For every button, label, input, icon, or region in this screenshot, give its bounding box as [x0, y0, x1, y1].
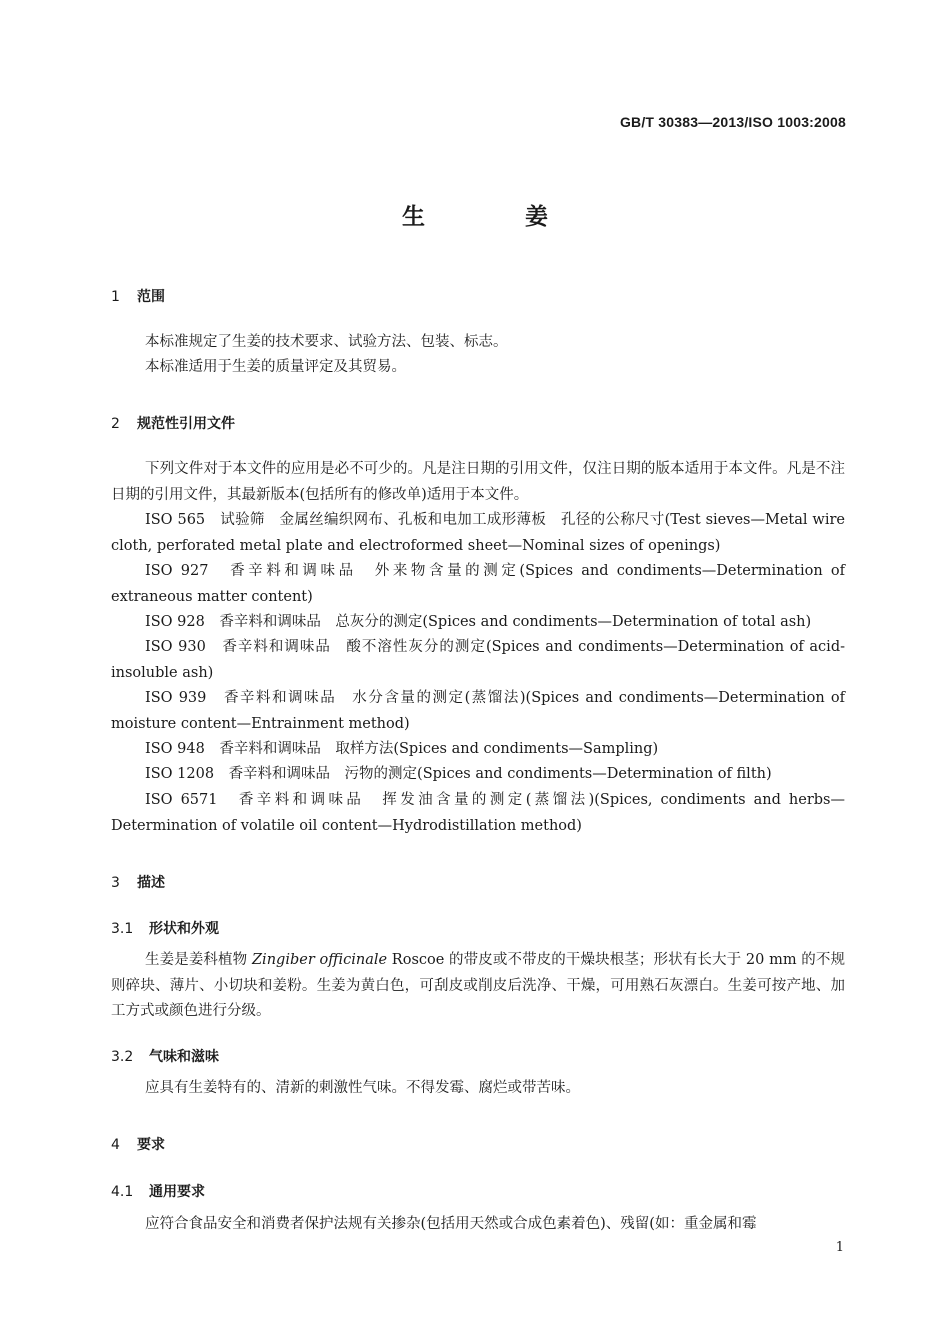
section-4-1-heading: [111, 1181, 205, 1201]
reference-item: [111, 610, 845, 636]
reference-text: 香辛料和调味品 外来物含量的测定(Spices and condiments—Determination of extraneous matter content): [111, 563, 845, 605]
paragraph-text: 生姜是姜科植物: [145, 952, 252, 968]
reference-item: [111, 686, 845, 737]
section-number: 3: [111, 875, 120, 891]
section-number: 1: [111, 289, 120, 305]
section-3-1-heading: [111, 918, 219, 938]
reference-code: ISO 930: [145, 639, 206, 655]
reference-text: 香辛料和调味品 污物的测定(Spices and condiments—Determination of filth): [228, 766, 772, 782]
odor-taste-paragraph: 应具有生姜特有的、清新的刺激性气味。不得发霉、腐烂或带苦味。: [145, 1080, 580, 1096]
scope-paragraph: 本标准规定了生姜的技术要求、试验方法、包装、标志。: [145, 334, 508, 350]
reference-item: [111, 635, 845, 686]
section-number: 4: [111, 1137, 120, 1153]
section-title: 规范性引用文件: [137, 416, 235, 432]
reference-text: 香辛料和调味品 挥发油含量的测定(蒸馏法)(Spices, condiments and herbs—Determination of volatile oil content—Hydrodistillation method): [111, 792, 846, 834]
section-number: 3.1: [111, 921, 134, 937]
standard-number: GB/T 30383—2013/ISO 1003:2008: [619, 114, 846, 130]
section-number: 2: [111, 416, 120, 432]
section-number: 4.1: [111, 1184, 134, 1200]
scope-paragraph: 本标准适用于生姜的质量评定及其贸易。: [145, 359, 406, 375]
references-intro: 下列文件对于本文件的应用是必不可少的。凡是注日期的引用文件，仅注日期的版本适用于本文件。凡是不注日期的引用文件，其最新版本(包括所有的修改单)适用于本文件。: [111, 461, 845, 503]
reference-code: ISO 565: [145, 512, 206, 528]
section-title: 形状和外观: [149, 921, 219, 937]
reference-code: ISO 927: [145, 563, 209, 579]
section-title: 要求: [137, 1137, 165, 1153]
section-1-heading: [111, 286, 165, 306]
general-requirements-paragraph: 应符合食品安全和消费者保护法规有关掺杂(包括用天然或合成色素着色)、残留(如：重金属和霉: [145, 1216, 757, 1232]
paragraph-text: Roscoe 的带皮或不带皮的干燥块根茎；形状有长大于 20 mm 的不规则碎块、薄片、小切块和姜粉。生姜为黄白色，可刮皮或削皮后洗净、干燥，可用熟石灰漂白。生姜可按产地、加工方式或颜色进行分级。: [111, 952, 846, 1019]
reference-code: ISO 6571: [145, 792, 218, 808]
reference-item: [111, 762, 845, 788]
page-number: 1: [835, 1240, 844, 1255]
reference-code: ISO 948: [145, 741, 205, 757]
section-title: 描述: [137, 875, 165, 891]
section-4-heading: [111, 1134, 165, 1154]
section-number: 3.2: [111, 1049, 134, 1065]
reference-item: [111, 559, 845, 610]
document-title: 生姜: [402, 204, 648, 230]
reference-text: 试验筛 金属丝编织网布、孔板和电加工成形薄板 孔径的公称尺寸(Test sieves—Metal wire cloth, perforated metal plate and electroformed sheet—Nominal sizes of openings): [111, 512, 845, 554]
species-name: Zingiber officinale: [251, 952, 388, 968]
section-2-heading: [111, 413, 235, 433]
reference-code: ISO 928: [145, 614, 205, 630]
reference-text: 香辛料和调味品 酸不溶性灰分的测定(Spices and condiments—Determination of acid-insoluble ash): [111, 639, 845, 681]
reference-code: ISO 1208: [145, 766, 215, 782]
section-3-heading: [111, 872, 165, 892]
section-3-2-heading: [111, 1046, 219, 1066]
section-title: 范围: [137, 289, 165, 305]
reference-item: [111, 737, 845, 763]
reference-code: ISO 939: [145, 690, 207, 706]
shape-appearance-paragraph: [111, 948, 845, 1025]
reference-item: [111, 508, 845, 559]
reference-text: 香辛料和调味品 总灰分的测定(Spices and condiments—Determination of total ash): [219, 614, 812, 630]
section-title: 气味和滋味: [149, 1049, 219, 1065]
section-title: 通用要求: [149, 1184, 205, 1200]
reference-text: 香辛料和调味品 取样方法(Spices and condiments—Sampling): [219, 741, 659, 757]
reference-item: [111, 788, 845, 839]
reference-text: 香辛料和调味品 水分含量的测定(蒸馏法)(Spices and condiments—Determination of moisture content—Entrainment method): [111, 690, 845, 732]
